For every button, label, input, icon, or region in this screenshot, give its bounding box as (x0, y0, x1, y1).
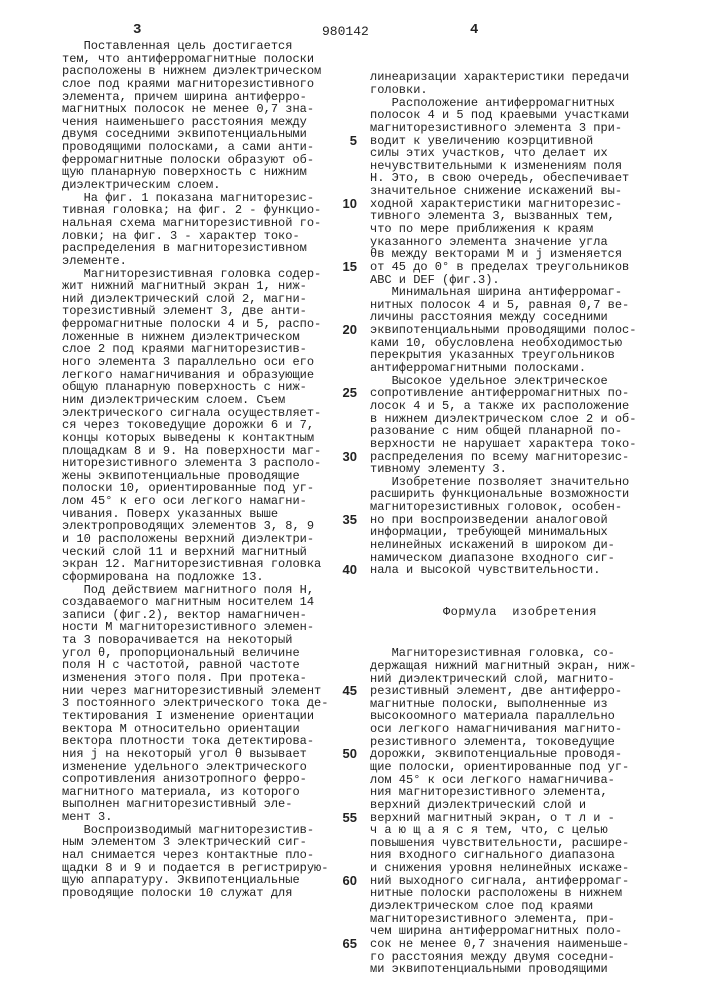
text-line (62, 887, 328, 900)
line-text: верхности не нарушает характера токо- (370, 437, 636, 451)
line-number: 15 (337, 261, 357, 274)
line-number: 40 (337, 564, 357, 577)
line-text: слое 2 под краями магниторезистив- (62, 342, 307, 356)
line-text: ловки; на фиг. 3 - характер токо- (62, 229, 300, 243)
line-text: и 10 расположены верхний диэлектри- (62, 532, 314, 546)
line-text: щую планарную поверхность с нижним (62, 165, 307, 179)
line-text: нальная схема магниторезистивной го- (62, 216, 321, 230)
line-text: слое под краями магниторезистивного (62, 77, 314, 91)
line-text: ферромагнитные полоски образуют об- (62, 153, 314, 167)
line-text: высокоомного материала параллельно (370, 709, 615, 723)
line-text: верхний магнитный экран, о т л и - (370, 811, 615, 825)
line-text: ний диэлектрический слой 2, магни- (62, 292, 307, 306)
line-text: поля H с частотой, равной частоте (62, 658, 300, 672)
line-text: H. Это, в свою очередь, обеспечивает (370, 171, 629, 185)
line-text: полосок 4 и 5 под краевыми участками (370, 108, 629, 122)
line-text: угол θ, пропорциональный величине (62, 646, 300, 660)
line-number: 10 (337, 198, 357, 211)
line-text: нии через магниторезистивный элемент (62, 684, 321, 698)
line-text: та 3 поворачивается на некоторый (62, 633, 292, 647)
line-text: указанного элемента значение угла (370, 235, 608, 249)
line-text: дорожки, эквипотенциальные проводя- (370, 747, 622, 761)
line-text: щую аппаратуру. Эквипотенциальные (62, 873, 300, 887)
line-text: распределения в магниторезистивном (62, 241, 307, 255)
line-text: ности M магниторезистивного элемен- (62, 620, 314, 634)
line-text: верхний диэлектрический слой и (370, 798, 586, 812)
line-text: ного элемента 3 параллельно оси его (62, 355, 314, 369)
line-text: перекрытия указанных треугольников (370, 348, 615, 362)
line-text: резистивного элемента, токоведущие (370, 735, 615, 749)
line-text: θв между векторами M и j изменяется (370, 247, 622, 261)
claims-heading: Формула изобретения (370, 606, 670, 619)
line-text: записи (фиг.2), вектор намагничен- (62, 608, 307, 622)
line-text: общую планарную поверхность с ниж- (62, 380, 307, 394)
line-number: 50 (337, 748, 357, 761)
line-text: личины расстояния между соседними (370, 310, 608, 324)
line-text: Минимальная ширина антиферромаг- (370, 285, 622, 299)
line-text: нитные полоски расположены в нижнем (370, 886, 622, 900)
line-text: магниторезистивного элемента 3 при- (370, 121, 622, 135)
line-text: Высокое удельное электрическое (370, 374, 608, 388)
line-text: линеаризации характеристики передачи (370, 70, 629, 84)
text-line (370, 963, 670, 976)
line-text: магниторезистивного элемента, при- (370, 912, 615, 926)
line-text: силы этих участков, что делает их (370, 146, 608, 160)
line-text: элементе. (62, 254, 127, 268)
line-text: вектора M относительно ориентации (62, 722, 300, 736)
line-text: головки. (370, 83, 428, 97)
line-text: ложенные в нижнем диэлектрическом (62, 330, 300, 344)
line-text: ним диэлектрическим слоем. Съем (62, 393, 285, 407)
line-text: полоски 10, ориентированные под уг- (62, 481, 314, 495)
line-text: водит к увеличению коэрцитивной (370, 134, 593, 148)
line-text: жит нижний магнитный экран 1, ниж- (62, 279, 307, 293)
line-text: изменения этого поля. При протека- (62, 671, 307, 685)
left-text-column (62, 40, 328, 900)
line-text: значительное снижение искажений вы- (370, 184, 622, 198)
line-text: Поставленная цель достигается (62, 39, 292, 53)
line-text: диэлектрическом слое под краями (370, 899, 593, 913)
line-text: электрического сигнала осуществляет- (62, 406, 321, 420)
line-text: чения наименьшего расстояния между (62, 115, 307, 129)
line-text: вектора плотности тока детектирова- (62, 734, 314, 748)
line-number: 45 (337, 685, 357, 698)
claims-text (370, 647, 670, 976)
patent-number: 980142 (322, 24, 369, 39)
line-text: проводящими полосками, а сами анти- (62, 140, 314, 154)
line-text: повышения чувствительности, расшире- (370, 836, 629, 850)
line-text: щие полоски, ориентированные под уг- (370, 760, 629, 774)
left-page-number: 3 (133, 22, 141, 38)
line-text: информации, требующей минимальных (370, 525, 608, 539)
line-text: щадки 8 и 9 и подается в регистрирую- (62, 861, 328, 875)
line-text: диэлектрическим слоем. (62, 178, 220, 192)
line-text: ния магниторезистивного элемента, (370, 785, 608, 799)
line-text: жены эквипотенциальные проводящие (62, 469, 300, 483)
line-text: эквипотенциальными проводящими полос- (370, 323, 636, 337)
line-text: лосок 4 и 5, а также их расположение (370, 399, 629, 413)
line-text: разование с ним общей планарной по- (370, 424, 622, 438)
line-text: Расположение антиферромагнитных (370, 96, 615, 110)
line-text: лом 45° к оси легкого намагничива- (370, 773, 615, 787)
line-text: нитных полосок 4 и 5, равная 0,7 ве- (370, 298, 629, 312)
line-text: нечувствительными к изменениям поля (370, 159, 622, 173)
line-text: тектирования I изменение ориентации (62, 709, 314, 723)
line-text: распределения по всему магниторезис- (370, 450, 629, 464)
line-text: сопротивления анизотропного ферро- (62, 772, 307, 786)
line-text: магниторезистивных головок, особен- (370, 500, 622, 514)
line-number: 5 (337, 135, 357, 148)
line-text: оси легкого намагничивания магнито- (370, 722, 622, 736)
line-text: нелинейных искажений в широком ди- (370, 538, 615, 552)
line-text: На фиг. 1 показана магниторезис- (62, 191, 314, 205)
line-text: ния входного сигнального диапазона (370, 848, 615, 862)
line-text: двумя соседними эквипотенциальными (62, 127, 307, 141)
line-text: выполнен магниторезистивный эле- (62, 797, 292, 811)
line-text: сформирована на подложке 13. (62, 570, 264, 584)
line-text: магнитных полосок не менее 0,7 зна- (62, 102, 314, 116)
line-text: ферромагнитные полоски 4 и 5, распо- (62, 317, 321, 331)
line-text: и снижения уровня нелинейных искаже- (370, 861, 629, 875)
line-text: проводящие полоски 10 служат для (62, 886, 292, 900)
line-text: расположены в нижнем диэлектрическом (62, 64, 321, 78)
line-number: 20 (337, 324, 357, 337)
line-text: ческий слой 11 и верхний магнитный (62, 545, 307, 559)
text-line (370, 564, 670, 577)
line-text: создаваемого магнитным носителем 14 (62, 595, 314, 609)
line-text: ния j на некоторый угол θ вызывает (62, 747, 307, 761)
line-text: 3 постоянного электрического тока де- (62, 696, 328, 710)
line-number: 60 (337, 875, 357, 888)
line-text: тивному элементу 3. (370, 462, 507, 476)
line-text: держащая нижний магнитный экран, ниж- (370, 659, 636, 673)
line-text: в нижнем диэлектрическом слое 2 и об- (370, 412, 636, 426)
line-text: ABC и DEF (фиг.3). (370, 273, 500, 287)
line-text: нал снимается через контактные пло- (62, 848, 314, 862)
line-number: 30 (337, 451, 357, 464)
line-text: ным элементом 3 электрический сиг- (62, 835, 307, 849)
line-text: концы которых выведены к контактным (62, 431, 314, 445)
line-text: но при воспроизведении аналоговой (370, 513, 608, 527)
line-number: 55 (337, 812, 357, 825)
line-text: сопротивление антиферромагнитных по- (370, 386, 629, 400)
line-text: мент 3. (62, 810, 112, 824)
line-text: магнитного материала, из которого (62, 785, 300, 799)
line-text: Воспроизводимый магниторезистив- (62, 823, 314, 837)
line-text: антиферромагнитными полосками. (370, 361, 586, 375)
right-text-column (370, 46, 670, 989)
line-text: от 45 до 0° в пределах треугольников (370, 260, 629, 274)
line-text: чивания. Поверх указанных выше (62, 507, 278, 521)
line-text: тивная головка; на фиг. 2 - функцио- (62, 203, 321, 217)
line-text: Магниторезистивная головка, со- (370, 646, 615, 660)
line-text: ми эквипотенциальными проводящими (370, 962, 608, 976)
line-text: расширить функциональные возможности (370, 487, 629, 501)
line-text: резистивный элемент, две антиферро- (370, 684, 622, 698)
line-text: что по мере приближения к краям (370, 222, 593, 236)
line-text: электропроводящих элементов 3, 8, 9 (62, 519, 314, 533)
line-number: 65 (337, 938, 357, 951)
line-text: чем ширина антиферромагнитных поло- (370, 924, 622, 938)
line-text: изменение удельного электрического (62, 760, 307, 774)
line-text: ний диэлектрический слой, магнито- (370, 672, 615, 686)
line-text: Изобретение позволяет значительно (370, 475, 629, 489)
line-number: 25 (337, 387, 357, 400)
line-text: элемента, причем ширина антиферро- (62, 90, 307, 104)
line-text: площадкам 8 и 9. На поверхности маг- (62, 444, 321, 458)
line-text: ся через токоведущие дорожки 6 и 7, (62, 418, 314, 432)
line-text: тем, что антиферромагнитные полоски (62, 52, 314, 66)
line-text: магнитные полоски, выполненные из (370, 697, 608, 711)
line-text: го расстояния между двумя соседни- (370, 950, 615, 964)
line-text: намическом диапазоне входного сиг- (370, 551, 615, 565)
line-text: ний выходного сигнала, антиферромаг- (370, 874, 629, 888)
line-text: лом 45° к его оси легкого намагни- (62, 494, 307, 508)
line-text: ниторезистивного элемента 3 располо- (62, 456, 321, 470)
line-text: экран 12. Магниторезистивная головка (62, 557, 321, 571)
line-text: Магниторезистивная головка содер- (62, 267, 321, 281)
line-text: торезистивный элемент 3, две анти- (62, 304, 307, 318)
line-text: ходной характеристики магниторезис- (370, 197, 622, 211)
line-text: Под действием магнитного поля H, (62, 583, 314, 597)
line-text: сок не менее 0,7 значения наименьше- (370, 937, 629, 951)
line-text: ками 10, обусловлена необходимостью (370, 336, 622, 350)
line-text: ч а ю щ а я с я тем, что, с целью (370, 823, 608, 837)
line-number: 35 (337, 514, 357, 527)
line-text: нала и высокой чувствительности. (370, 563, 600, 577)
right-page-number: 4 (470, 22, 478, 38)
description-continuation (370, 71, 670, 577)
line-text: тивного элемента 3, вызванных тем, (370, 209, 615, 223)
line-text: легкого намагничивания и образующие (62, 368, 314, 382)
